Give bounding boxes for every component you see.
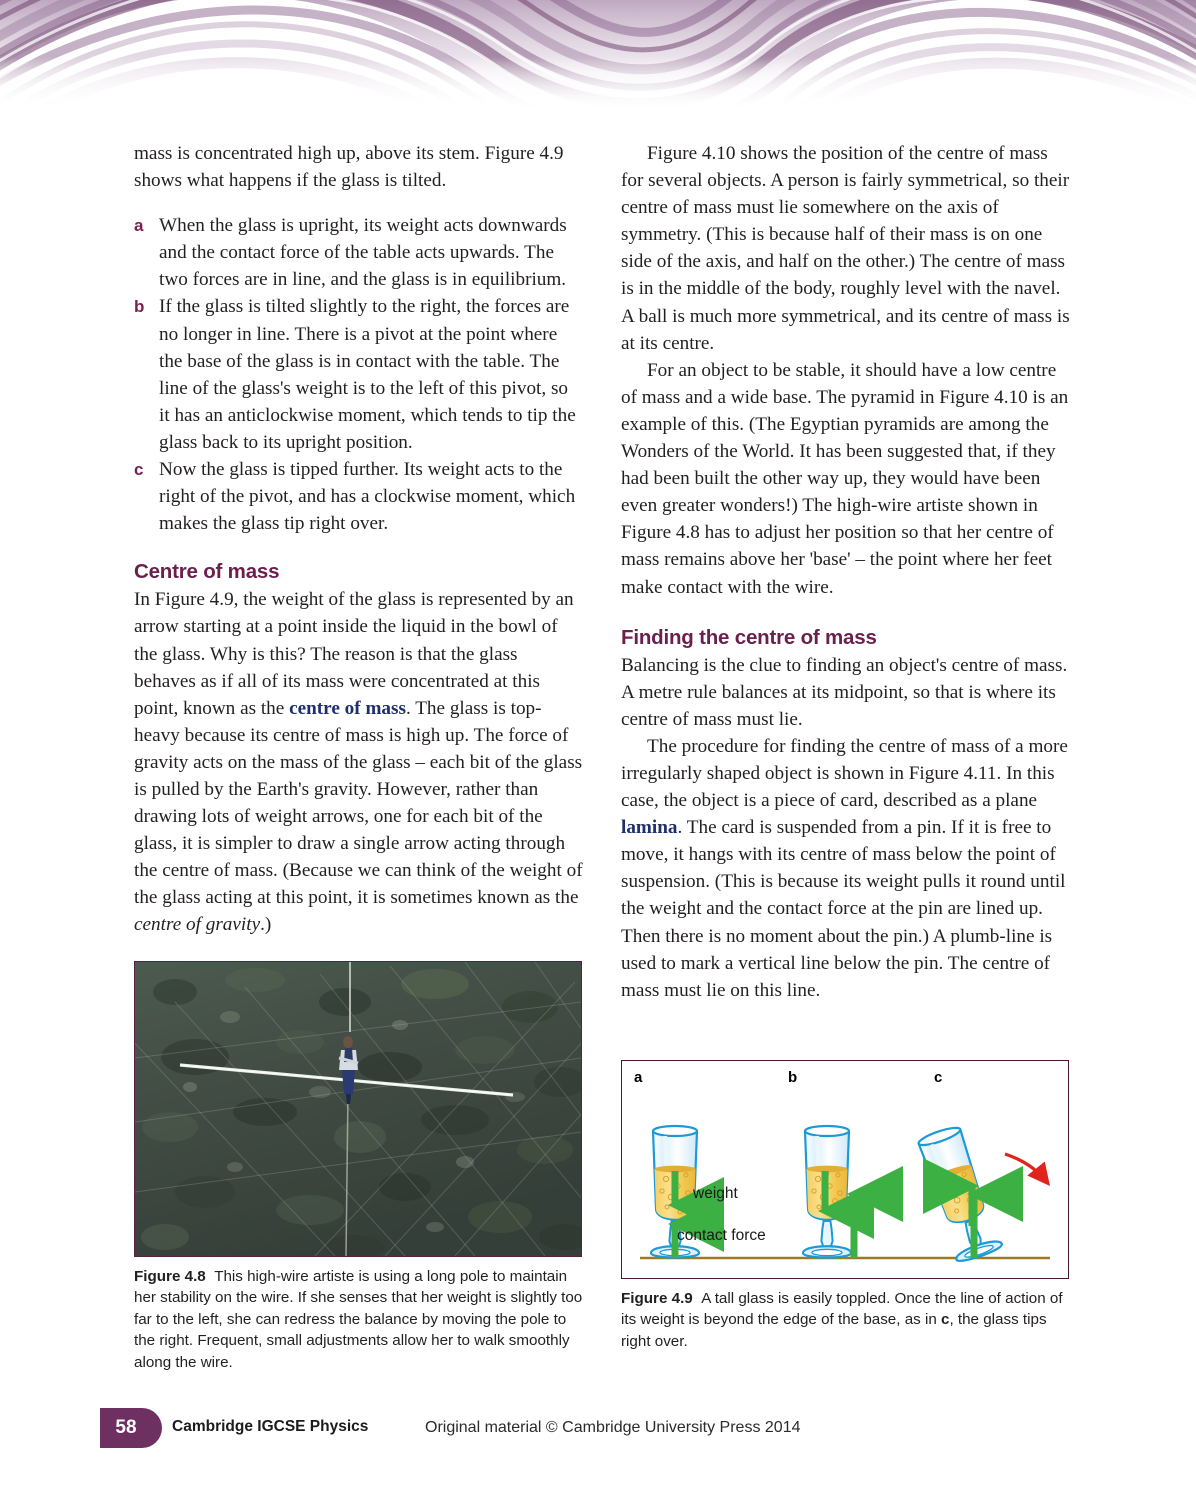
centre-of-mass-body bbox=[134, 586, 583, 938]
body-text-part-2: . The glass is top-heavy because its centre of mass is high up. The force of gravity acts on the mass of the glass – each bit of the glass is pulled by the Earth's gravity. However, rather than drawing lots of weight arrows, one for each bit of the glass, it is simpler to draw a single arrow acting through the centre of mass. (Because we can think of the weight of the glass acting at this point, it is sometimes known as the bbox=[134, 697, 583, 909]
label-contact-force: contact force bbox=[677, 1226, 766, 1244]
spacer bbox=[621, 601, 1070, 625]
right-column bbox=[621, 140, 1070, 1373]
running-head: Cambridge IGCSE Physics bbox=[172, 1418, 369, 1435]
spacer bbox=[134, 537, 583, 559]
right-paragraph-3 bbox=[621, 652, 1070, 733]
list-item-text: When the glass is upright, its weight acts downwards and the contact force of the table acts upwards. The two forces are in line, and the glass is in equilibrium. bbox=[159, 215, 567, 291]
list-marker: a bbox=[134, 216, 144, 236]
figure-4-8-caption-text: This high-wire artiste is using a long pole to maintain her stability on the wire. If she senses that her weight is slightly too far to the left, she can redress the balance by moving the pole to the right. Frequent, small adjustments allow her to walk smoothly along the wire. bbox=[134, 1267, 583, 1371]
list-item-text: Now the glass is tipped further. Its weight acts to the right of the pivot, and has a clockwise moment, which makes the glass tip right over. bbox=[159, 459, 576, 535]
label-weight: weight bbox=[693, 1184, 738, 1202]
figure-4-8-caption bbox=[134, 1266, 583, 1374]
figure-4-8-photo bbox=[134, 961, 582, 1257]
panel-label-c: c bbox=[934, 1068, 943, 1086]
figure-4-9-caption-text-a: A tall glass is easily toppled. Once the line of action of its weight is beyond the edge of the base, as in bbox=[621, 1289, 1063, 1329]
list-item-text: If the glass is tilted slightly to the right, the forces are no longer in line. There is a pivot at the point where the base of the glass is in contact with the table. The line of the glass's weight is to the left of this pivot, so it has an anticlockwise moment, which tends to tip the glass back to its upright position. bbox=[159, 296, 576, 453]
italic-term-centre-of-gravity: centre of gravity bbox=[134, 914, 261, 936]
body-text-part-1: In Figure 4.9, the weight of the glass is represented by an arrow starting at a point inside the liquid in the bowl of the glass. Why is this? The reason is that the glass behaves as if all of its mass were concentrated at this point, known as the bbox=[134, 589, 574, 719]
key-term-lamina: lamina bbox=[621, 817, 678, 839]
figure-4-9-caption-text-b: , the glass tips right over. bbox=[621, 1311, 1047, 1350]
right-paragraph-4-part-2: . The card is suspended from a pin. If it is free to move, it hangs with its centre of mass below the point of suspension. (This is because its weight pulls it round until the weight and the contact force at the pin are lined up. Then there is no moment about the pin.) A plumb-line is used to mark a vertical line below the pin. The centre of mass must lie on this line. bbox=[621, 817, 1066, 1001]
figure-4-9-caption-bold-c: c bbox=[941, 1311, 950, 1329]
intro-paragraph bbox=[134, 140, 583, 194]
right-paragraph-1 bbox=[621, 140, 1070, 357]
intro-text: mass is concentrated high up, above its stem. Figure 4.9 shows what happens if the glass is tilted. bbox=[134, 143, 564, 192]
lettered-list bbox=[134, 212, 583, 537]
list-item bbox=[134, 212, 583, 293]
decorative-header-banner bbox=[0, 0, 1196, 108]
figure-4-8-label: Figure 4.8 bbox=[134, 1267, 206, 1285]
heading-finding-the-centre-of-mass: Finding the centre of mass bbox=[621, 625, 877, 649]
key-term-centre-of-mass: centre of mass bbox=[289, 697, 406, 719]
right-paragraph-2 bbox=[621, 357, 1070, 601]
figure-4-9-caption bbox=[621, 1288, 1070, 1353]
high-wire-artiste-photograph bbox=[135, 962, 581, 1256]
banner-ribbon-graphic bbox=[0, 0, 1196, 108]
right-paragraph-3-text: Balancing is the clue to finding an object's centre of mass. A metre rule balances at its midpoint, so that is where its centre of mass must lie. bbox=[621, 654, 1068, 730]
heading-centre-of-mass: Centre of mass bbox=[134, 560, 280, 584]
left-column bbox=[134, 140, 583, 1373]
right-paragraph-1-text: Figure 4.10 shows the position of the centre of mass for several objects. A person is fairly symmetrical, so their centre of mass must lie somewhere on the axis of symmetry. (This is because half of their mass is on one side of the axis, and half on the other.) The centre of mass is in the middle of the body, roughly level with the navel. A ball is much more symmetrical, and its centre of mass is at its centre. bbox=[621, 143, 1070, 354]
page-content bbox=[134, 140, 1070, 1373]
right-paragraph-4-part-1: The procedure for finding the centre of mass of a more irregularly shaped object is shown in Figure 4.11. In this case, the object is a piece of card, described as a plane bbox=[621, 735, 1068, 812]
list-marker: c bbox=[134, 460, 144, 480]
right-paragraph-4 bbox=[621, 733, 1070, 1004]
right-paragraph-2-text: For an object to be stable, it should have a low centre of mass and a wide base. The pyramid in Figure 4.10 is an example of this. (The Egyptian pyramids are among the Wonders of the World. It has been suggested that, if they had been built the other way up, they would have been even greater wonders!) The high-wire artiste shown in Figure 4.8 has to adjust her position so that her centre of mass remains above her 'base' – the point where her feet make contact with the wire. bbox=[621, 359, 1069, 598]
list-item bbox=[134, 293, 583, 456]
copyright-notice: Original material © Cambridge University Press 2014 bbox=[425, 1419, 801, 1436]
panel-label-a: a bbox=[634, 1068, 643, 1086]
page-footer bbox=[0, 1408, 1196, 1454]
spacer bbox=[134, 194, 583, 212]
list-item bbox=[134, 456, 583, 537]
figure-4-9-label: Figure 4.9 bbox=[621, 1289, 693, 1307]
page-number-badge: 58 bbox=[100, 1408, 162, 1448]
body-text-part-3: .) bbox=[260, 914, 272, 936]
figure-4-9-diagram bbox=[621, 1060, 1069, 1279]
list-marker: b bbox=[134, 297, 145, 317]
panel-label-b: b bbox=[788, 1068, 798, 1086]
spacer bbox=[621, 1004, 1070, 1060]
